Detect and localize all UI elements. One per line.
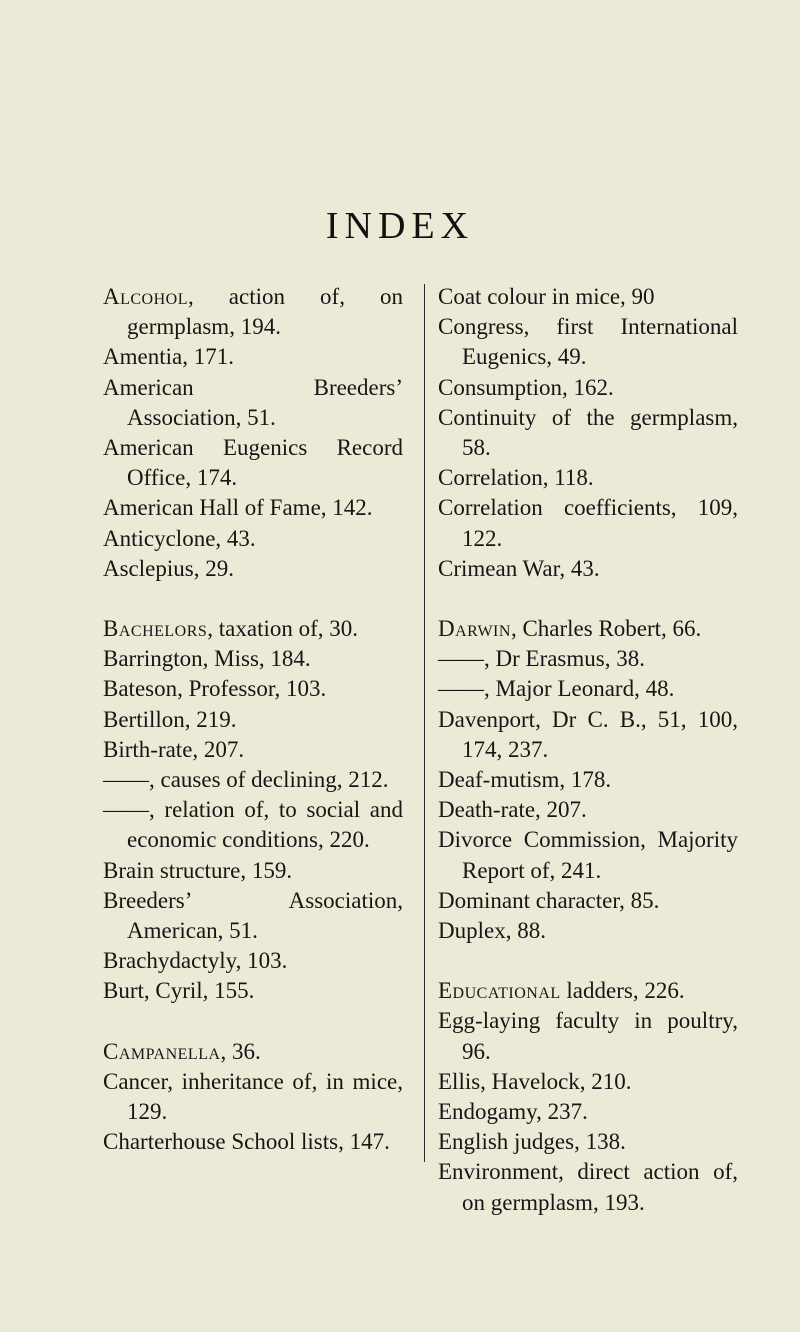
index-entry bbox=[103, 493, 403, 523]
index-entry bbox=[438, 674, 738, 704]
index-letter-group bbox=[103, 614, 403, 1007]
index-entry bbox=[438, 554, 738, 584]
index-entry bbox=[438, 1006, 738, 1066]
index-entry bbox=[438, 282, 738, 312]
index-entry bbox=[438, 795, 738, 825]
index-entry-text: Crimean War, 43. bbox=[438, 555, 600, 581]
index-entry-lead: Campanella bbox=[103, 1038, 221, 1064]
index-entry-text: Burt, Cyril, 155. bbox=[103, 978, 255, 1004]
index-entry-text: American Breeders’ Association, 51. bbox=[103, 374, 403, 430]
index-entry bbox=[103, 1127, 403, 1157]
index-entry-text: Ellis, Havelock, 210. bbox=[438, 1068, 632, 1094]
index-entry-lead: Bachelors bbox=[103, 616, 208, 642]
index-entry-text: Amentia, 171. bbox=[103, 344, 234, 370]
index-entry-text: Divorce Commission, Majority Report of, 241. bbox=[438, 827, 738, 883]
index-entry-text: Congress, first International Eugenics, 49. bbox=[438, 314, 738, 370]
index-entry bbox=[103, 856, 403, 886]
index-entry-text: Duplex, 88. bbox=[438, 918, 546, 944]
index-entry bbox=[103, 946, 403, 976]
index-entry-text: English judges, 138. bbox=[438, 1129, 626, 1155]
index-entry bbox=[103, 1037, 403, 1067]
index-entry bbox=[103, 674, 403, 704]
index-entry bbox=[438, 1097, 738, 1127]
index-entry-text: Correlation, 118. bbox=[438, 465, 594, 491]
index-entry bbox=[103, 795, 403, 855]
index-letter-group bbox=[438, 976, 738, 1218]
page-title: INDEX bbox=[325, 205, 475, 247]
index-entry-text: ——, Dr Erasmus, 38. bbox=[438, 646, 645, 672]
index-column-left bbox=[103, 282, 403, 1187]
index-entry-text: Correlation coefficients, 109, 122. bbox=[438, 495, 738, 551]
index-entry bbox=[103, 976, 403, 1006]
index-entry bbox=[103, 886, 403, 946]
index-entry bbox=[103, 614, 403, 644]
column-divider bbox=[424, 284, 425, 1162]
index-entry-text: Consumption, 162. bbox=[438, 374, 614, 400]
index-entry-text: Brain structure, 159. bbox=[103, 857, 293, 883]
index-entry-text: , 36. bbox=[220, 1038, 261, 1064]
index-entry bbox=[103, 554, 403, 584]
index-entry bbox=[103, 282, 403, 342]
index-column-right bbox=[438, 282, 738, 1248]
index-entry bbox=[438, 825, 738, 885]
index-entry bbox=[438, 1157, 738, 1217]
index-entry bbox=[438, 886, 738, 916]
index-entry-text: Environment, direct action of, on germplasm, 193. bbox=[438, 1159, 738, 1215]
index-entry bbox=[438, 463, 738, 493]
index-entry-text: Davenport, Dr C. B., 51, 100, 174, 237. bbox=[438, 706, 738, 762]
index-entry bbox=[438, 403, 738, 463]
index-entry bbox=[438, 765, 738, 795]
index-entry bbox=[103, 644, 403, 674]
index-entry-text: Egg-laying faculty in poultry, 96. bbox=[438, 1008, 738, 1064]
index-entry bbox=[438, 976, 738, 1006]
index-entry bbox=[438, 644, 738, 674]
index-entry bbox=[103, 524, 403, 554]
index-entry bbox=[438, 916, 738, 946]
index-entry-lead: Alcohol bbox=[103, 284, 188, 309]
index-letter-group bbox=[103, 282, 403, 584]
index-entry-text: American Hall of Fame, 142. bbox=[103, 495, 373, 521]
index-entry-text: Deaf-mutism, 178. bbox=[438, 767, 612, 793]
index-entry-text: Barrington, Miss, 184. bbox=[103, 646, 311, 672]
index-letter-group bbox=[438, 282, 738, 584]
index-entry-text: ——, causes of declining, 212. bbox=[103, 767, 389, 793]
index-entry-text: , taxation of, 30. bbox=[207, 616, 359, 642]
index-entry bbox=[438, 493, 738, 553]
index-entry bbox=[103, 705, 403, 735]
index-entry bbox=[438, 373, 738, 403]
index-entry-text: Birth-rate, 207. bbox=[103, 736, 245, 762]
index-letter-group bbox=[103, 1037, 403, 1158]
index-entry-text: ——, Major Leonard, 48. bbox=[438, 676, 675, 702]
index-entry-text: Bertillon, 219. bbox=[103, 706, 237, 732]
index-entry-text: Charterhouse School lists, 147. bbox=[103, 1129, 390, 1155]
index-entry-text: Continuity of the germplasm, 58. bbox=[438, 404, 738, 461]
index-entry bbox=[438, 705, 738, 765]
index-entry-text: Endogamy, 237. bbox=[438, 1099, 588, 1125]
index-entry-text: Dominant character, 85. bbox=[438, 887, 660, 913]
index-entry bbox=[438, 1127, 738, 1157]
index-entry bbox=[438, 1067, 738, 1097]
index-entry bbox=[103, 342, 403, 372]
index-entry-text: Death-rate, 207. bbox=[438, 797, 587, 823]
index-entry-text: American Eugenics Record Office, 174. bbox=[103, 435, 403, 491]
index-entry bbox=[103, 765, 403, 795]
index-entry bbox=[438, 614, 738, 644]
index-entry-text: Bateson, Professor, 103. bbox=[103, 676, 327, 702]
index-entry-text: Cancer, inheritance of, in mice, 129. bbox=[103, 1068, 403, 1125]
index-entry-text: Anticyclone, 43. bbox=[103, 525, 256, 551]
index-entry-lead: Educational bbox=[438, 978, 561, 1004]
index-entry-text: ladders, 226. bbox=[560, 978, 685, 1004]
index-entry bbox=[103, 735, 403, 765]
index-entry bbox=[438, 312, 738, 372]
index-entry-text: Asclepius, 29. bbox=[103, 555, 234, 581]
index-entry-text: Coat colour in mice, 90 bbox=[438, 284, 655, 309]
index-entry-text: Brachydactyly, 103. bbox=[103, 948, 288, 974]
index-entry bbox=[103, 433, 403, 493]
index-letter-group bbox=[438, 614, 738, 946]
index-entry-text: Breeders’ Association, American, 51. bbox=[103, 887, 403, 944]
index-entry-text: , action of, on germplasm, 194. bbox=[127, 284, 403, 340]
index-entry bbox=[103, 1067, 403, 1127]
index-entry-text: ——, relation of, to social and economic conditions, 220. bbox=[103, 797, 403, 853]
index-entry bbox=[103, 373, 403, 433]
index-entry-lead: Darwin bbox=[438, 616, 511, 642]
index-entry-text: , Charles Robert, 66. bbox=[510, 616, 702, 642]
